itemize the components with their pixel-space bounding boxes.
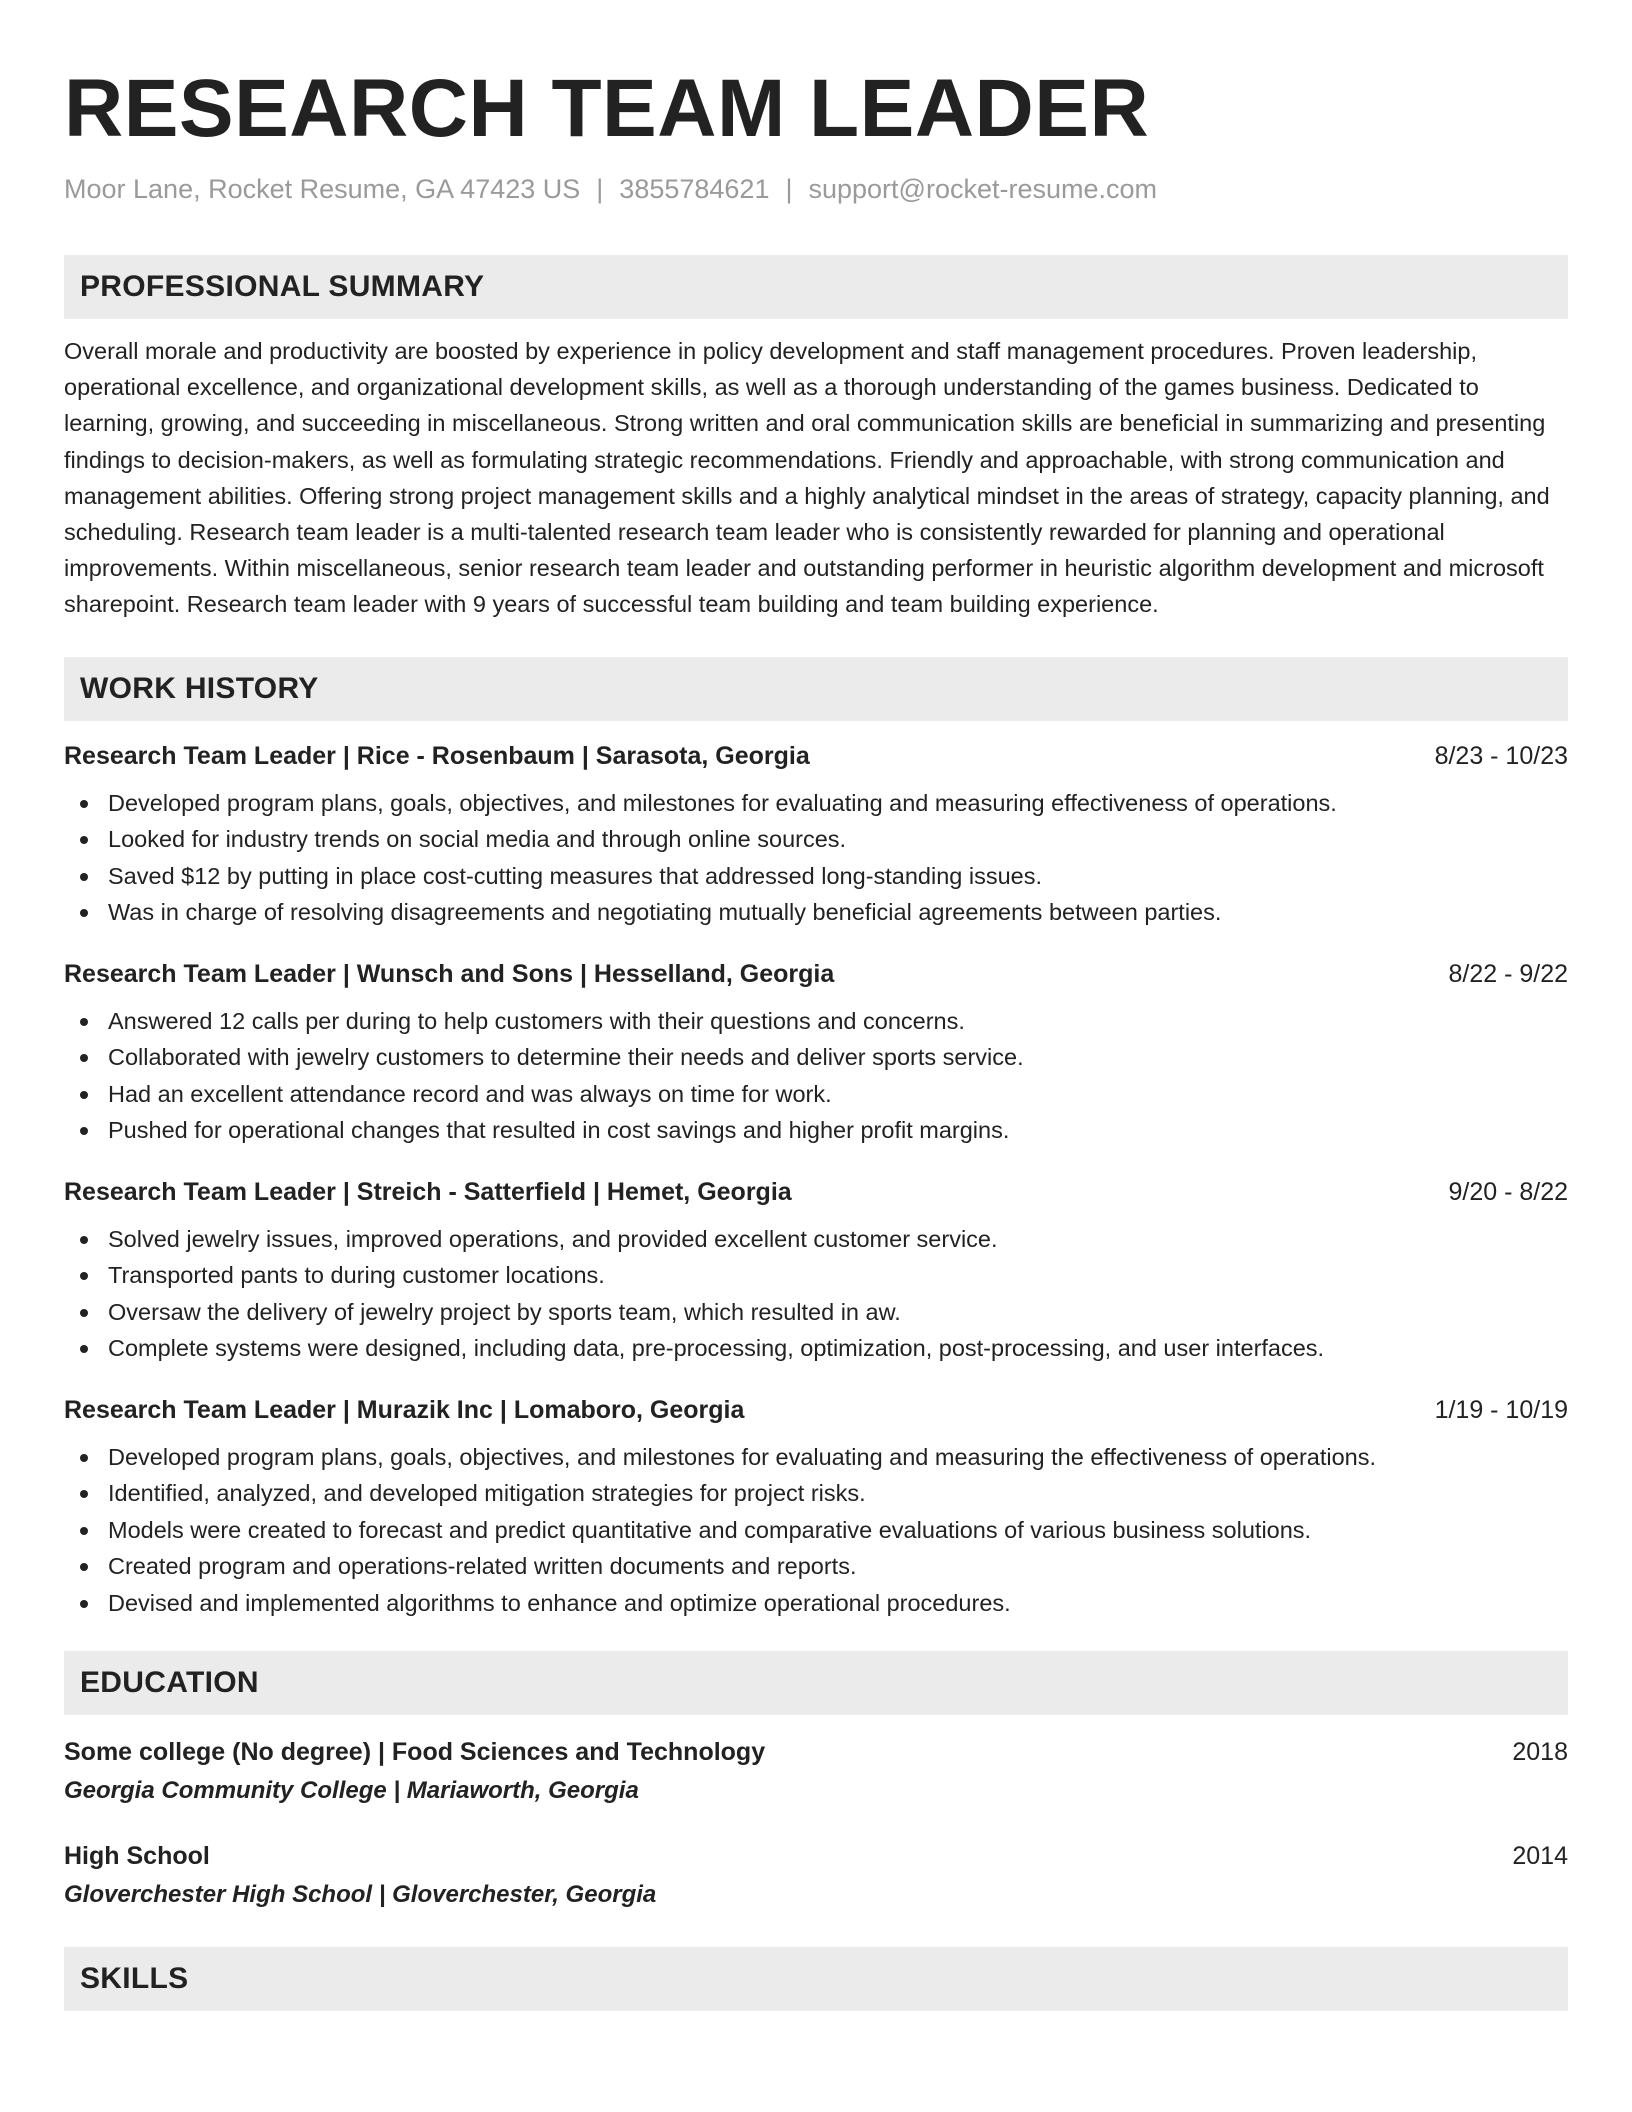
list-item: Devised and implemented algorithms to enhance and optimize operational procedures. <box>64 1585 1568 1622</box>
contact-address: Moor Lane, Rocket Resume, GA 47423 US <box>64 174 581 204</box>
list-item: Answered 12 calls per during to help customers with their questions and concerns. <box>64 1003 1568 1040</box>
job-heading <box>64 1393 1568 1427</box>
section-header-summary: PROFESSIONAL SUMMARY <box>64 255 1568 319</box>
job-title: Research Team Leader | Streich - Satterfield | Hemet, Georgia <box>64 1177 792 1206</box>
list-item: Models were created to forecast and predict quantitative and comparative evaluations of various business solutions. <box>64 1512 1568 1549</box>
list-item: Identified, analyzed, and developed mitigation strategies for project risks. <box>64 1475 1568 1512</box>
list-item: Created program and operations-related written documents and reports. <box>64 1548 1568 1585</box>
list-item: Transported pants to during customer locations. <box>64 1257 1568 1294</box>
job-bullets <box>64 785 1568 931</box>
job-bullets <box>64 1439 1568 1622</box>
education-heading <box>64 1839 1568 1873</box>
list-item: Developed program plans, goals, objectives, and milestones for evaluating and measuring the effectiveness of operations. <box>64 1439 1568 1476</box>
job-entry <box>64 739 1568 931</box>
contact-line <box>64 174 1568 205</box>
job-entry <box>64 1393 1568 1622</box>
job-dates: 9/20 - 8/22 <box>1448 1177 1568 1206</box>
job-dates: 8/23 - 10/23 <box>1434 741 1568 770</box>
education-school: Georgia Community College | Mariaworth, Georgia <box>64 1777 639 1805</box>
education-heading <box>64 1735 1568 1769</box>
education-school: Gloverchester High School | Gloverchester, Georgia <box>64 1881 657 1909</box>
contact-email: support@rocket-resume.com <box>808 174 1158 204</box>
list-item: Oversaw the delivery of jewelry project by sports team, which resulted in aw. <box>64 1294 1568 1331</box>
education-entry <box>64 1839 1568 1913</box>
education-year: 2018 <box>1512 1738 1568 1767</box>
job-entry <box>64 957 1568 1149</box>
list-item: Had an excellent attendance record and was always on time for work. <box>64 1076 1568 1113</box>
education-year: 2014 <box>1512 1842 1568 1871</box>
summary-text: Overall morale and productivity are boosted by experience in policy development and staff management procedures. Proven leadership, operational excellence, and organizational development skills, as well as a thorough understanding of the games business. Dedicated to learning, growing, and succeeding in miscellaneous. Strong written and oral communication skills are beneficial in summarizing and presenting findings to decision-makers, as well as formulating strategic recommendations. Friendly and approachable, with strong communication and management abilities. Offering strong project management skills and a highly analytical mindset in the areas of strategy, capacity planning, and scheduling. Research team leader is a multi-talented research team leader who is consistently rewarded for planning and operational improvements. Within miscellaneous, senior research team leader and outstanding performer in heuristic algorithm development and microsoft sharepoint. Research team leader with 9 years of successful team building and team building experience. <box>64 338 1550 618</box>
list-item: Pushed for operational changes that resulted in cost savings and higher profit margins. <box>64 1112 1568 1149</box>
section-header-skills: SKILLS <box>64 1947 1568 2011</box>
list-item: Looked for industry trends on social media and through online sources. <box>64 821 1568 858</box>
section-header-education: EDUCATION <box>64 1651 1568 1715</box>
job-bullets <box>64 1221 1568 1367</box>
job-title: Research Team Leader | Rice - Rosenbaum | Sarasota, Georgia <box>64 741 810 770</box>
list-item: Saved $12 by putting in place cost-cutting measures that addressed long-standing issues. <box>64 858 1568 895</box>
list-item: Solved jewelry issues, improved operations, and provided excellent customer service. <box>64 1221 1568 1258</box>
contact-separator: | <box>596 174 604 204</box>
job-dates: 8/22 - 9/22 <box>1448 959 1568 988</box>
list-item: Was in charge of resolving disagreements and negotiating mutually beneficial agreements between parties. <box>64 894 1568 931</box>
education-title: High School <box>64 1842 210 1871</box>
education-title: Some college (No degree) | Food Sciences and Technology <box>64 1738 766 1767</box>
job-heading <box>64 1175 1568 1209</box>
resume-name: RESEARCH TEAM LEADER <box>64 63 1150 154</box>
contact-separator: | <box>785 174 793 204</box>
job-title: Research Team Leader | Wunsch and Sons | Hesselland, Georgia <box>64 959 835 988</box>
education-entry <box>64 1735 1568 1809</box>
list-item: Complete systems were designed, including data, pre-processing, optimization, post-processing, and user interfaces. <box>64 1330 1568 1367</box>
list-item: Developed program plans, goals, objectives, and milestones for evaluating and measuring effectiveness of operations. <box>64 785 1568 822</box>
contact-phone: 3855784621 <box>619 174 770 204</box>
job-bullets <box>64 1003 1568 1149</box>
job-title: Research Team Leader | Murazik Inc | Lomaboro, Georgia <box>64 1395 745 1424</box>
list-item: Collaborated with jewelry customers to determine their needs and deliver sports service. <box>64 1039 1568 1076</box>
job-heading <box>64 739 1568 773</box>
section-header-work-history: WORK HISTORY <box>64 657 1568 721</box>
job-heading <box>64 957 1568 991</box>
job-dates: 1/19 - 10/19 <box>1434 1395 1568 1424</box>
job-entry <box>64 1175 1568 1367</box>
